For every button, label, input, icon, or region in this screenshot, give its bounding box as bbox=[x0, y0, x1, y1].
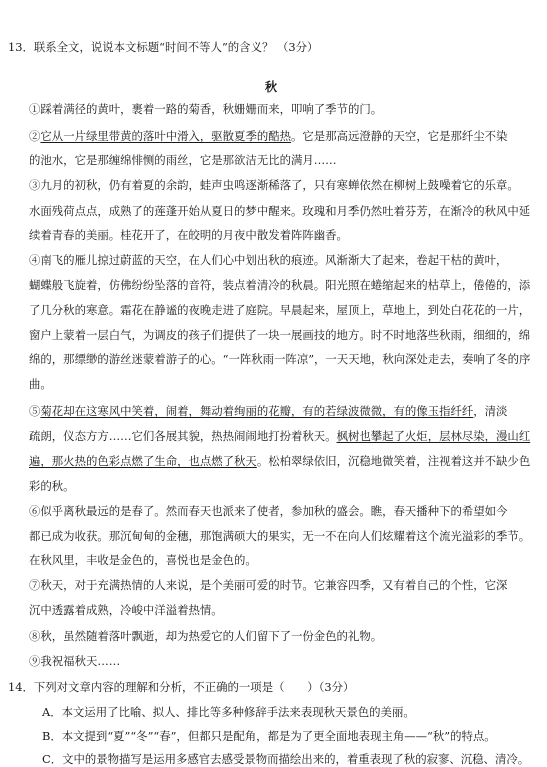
underlined-sentence: 它从一片绿里带黄的落叶中滑入，驱散夏季的酷热 bbox=[40, 129, 292, 143]
paragraph-6-line-3: 在秋风里，丰收是金色的，喜悦也是金色的。 bbox=[29, 553, 257, 567]
paragraph-3-line-1: ③九月的初秋，仍有着夏的余韵，蛙声虫鸣逐渐稀落了，只有寒蝉依然在柳树上鼓噪着它的乐章。 bbox=[29, 178, 519, 192]
paragraph-number: ① bbox=[29, 102, 41, 116]
question-14: 14．下列对文章内容的理解和分析，不正确的一项是（ ）（3分） bbox=[8, 680, 355, 694]
underlined-sentence: 枫树也攀起了火炬，层林尽染，漫山红 bbox=[336, 429, 531, 443]
paragraph-7-line-1: ⑦秋天，对于充满热情的人来说，是个美丽可爱的时节。它兼容四季，又有着自己的个性，它深 bbox=[29, 578, 508, 592]
paragraph-number: ② bbox=[29, 129, 41, 143]
paragraph-7-line-2: 沉中透露着成熟，冷峻中洋溢着热情。 bbox=[29, 603, 223, 617]
paragraph-text: 。它是那高远澄静的天空，它是那纤尘不染 bbox=[291, 129, 508, 143]
paragraph-text: 踩着满径的黄叶，裹着一路的菊香，秋姗姗而来，叩响了季节的门。 bbox=[40, 102, 383, 116]
underlined-sentence: 菊花却在这寒风中笑着，闹着，舞动着绚丽的花瓣，有的若绿波微微，有的像玉指纤纤 bbox=[40, 404, 474, 418]
paragraph-5-line-3 bbox=[29, 454, 530, 468]
question-13: 13．联系全文，说说本文标题“时间不等人”的含义？ （3分） bbox=[8, 40, 319, 54]
paragraph-6-line-2: 都已成为收获。那沉甸甸的金穗，那饱满硕大的果实，无一不在向人们炫耀着这个流光溢彩的季节。 bbox=[29, 529, 531, 543]
paragraph-4-line-6: 曲。 bbox=[29, 377, 52, 391]
paragraph-2-line-1 bbox=[29, 129, 507, 143]
paragraph-5-line-4: 彩的秋。 bbox=[29, 479, 75, 493]
paragraph-8: ⑧秋，虽然随着落叶飘逝，却为热爱它的人们留下了一份金色的礼物。 bbox=[29, 629, 383, 643]
paragraph-text: 。松柏翠绿依旧，沉稳地微笑着，注视着这并不缺少色 bbox=[256, 454, 531, 468]
paragraph-4-line-5: 绵的，那缥缈的游丝迷蒙着游子的心。“一阵秋雨一阵凉”，一天天地，秋向深处走去，奏响了冬的序 bbox=[29, 352, 531, 366]
paragraph-5-line-2 bbox=[29, 429, 530, 443]
paragraph-text: 疏朗，仪态方方……它们各展其貌，热热闹闹地打扮着秋天。 bbox=[29, 429, 337, 443]
paragraph-text: ，清淡 bbox=[473, 404, 508, 418]
paragraph-3-line-3: 续着青春的美丽。桂花开了，在皎明的月夜中散发着阵阵幽香。 bbox=[29, 228, 348, 242]
paragraph-number: ⑤ bbox=[29, 404, 41, 418]
underlined-sentence: 遍，那火热的色彩点燃了生命，也点燃了秋天 bbox=[29, 454, 257, 468]
article-title: 秋 bbox=[265, 80, 278, 94]
paragraph-2-line-2: 的池水，它是那缠绵悱恻的雨丝，它是那欲洁无比的满月…… bbox=[29, 153, 337, 167]
paragraph-3-line-2: 水面残荷点点，成熟了的莲蓬开始从夏日的梦中醒来。玫瑰和月季仍然吐着芬芳，在渐冷的秋风中延 bbox=[29, 204, 531, 218]
option-b: B．本文提到“夏”“冬”“春”，但都只是配角，都是为了更全面地表现主角——“秋”的特点。 bbox=[42, 729, 496, 743]
paragraph-1 bbox=[29, 102, 382, 116]
paragraph-4-line-4: 窗户上蒙着一层白气，为调皮的孩子们提供了一块一展画技的地方。时不时地落些秋雨，细细的，绵 bbox=[29, 328, 531, 342]
paragraph-9: ⑨我祝福秋天…… bbox=[29, 654, 121, 668]
paragraph-5-line-1 bbox=[29, 404, 507, 418]
option-c: C．文中的景物描写是运用多感官去感受景物而描绘出来的，着重表现了秋的寂寥、沉稳、清冷。 bbox=[42, 752, 530, 766]
paragraph-4-line-1: ④南飞的雁儿掠过蔚蓝的天空，在人们心中划出秋的痕迹。风渐渐大了起来，卷起干枯的黄叶， bbox=[29, 253, 508, 267]
paragraph-6-line-1: ⑥似乎离秋最远的是春了。然而春天也派来了使者，参加秋的盛会。瞧，春天播种下的希望如今 bbox=[29, 504, 508, 518]
option-a: A．本文运用了比喻、拟人、排比等多种修辞手法来表现秋天景色的美丽。 bbox=[42, 705, 415, 719]
paragraph-4-line-2: 蝴蝶般飞旋着，仿佛纷纷坠落的音符，装点着清冷的秋晨。阳光照在蜷缩起来的枯草上，倦倦的，添 bbox=[29, 278, 531, 292]
paragraph-4-line-3: 了几分秋的寒意。霜花在静谧的夜晚走进了庭院。早晨起来，屋顶上，草地上，到处白花花的一片， bbox=[29, 303, 531, 317]
